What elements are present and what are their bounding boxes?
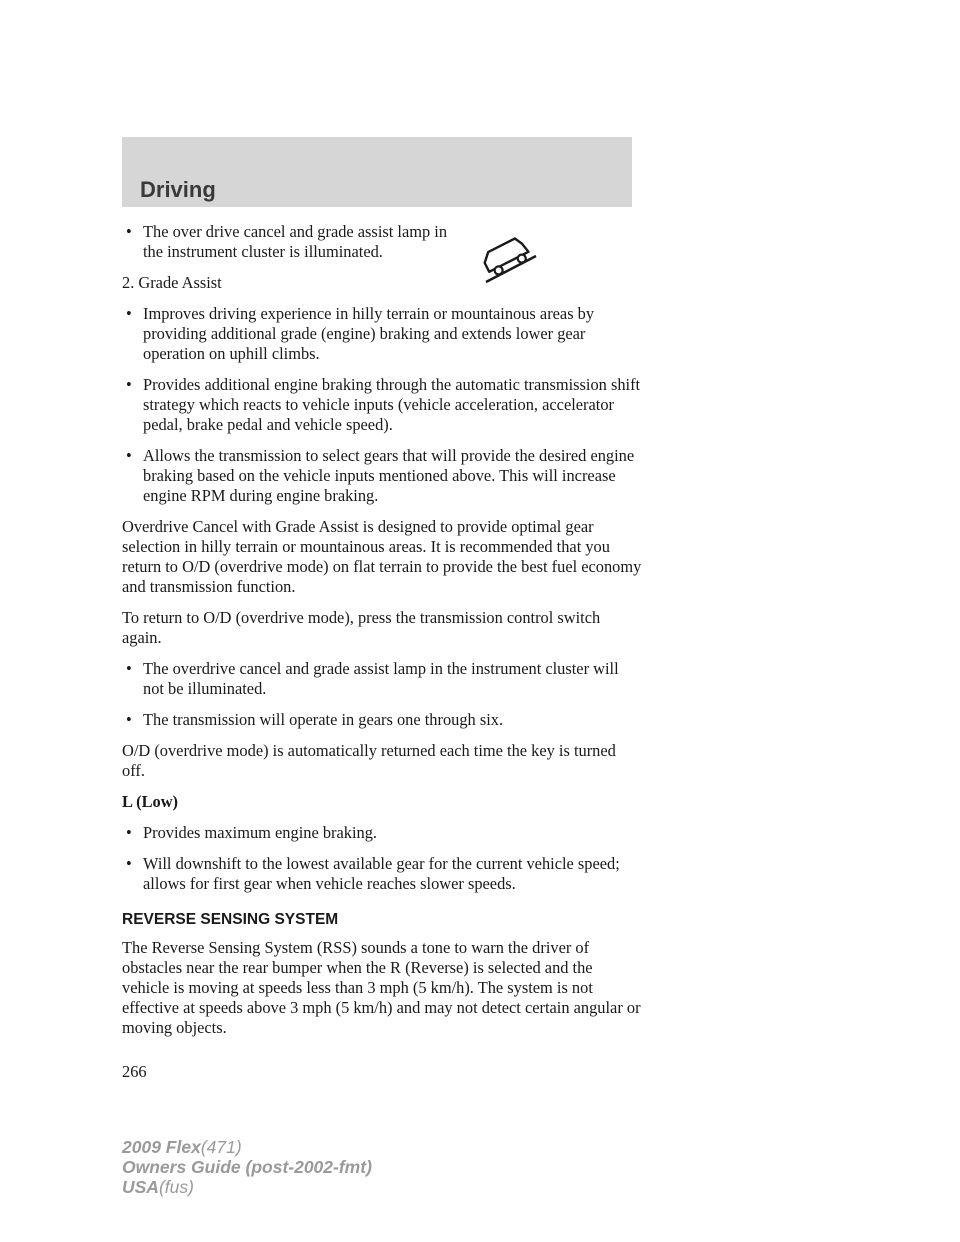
- footer-line-2: [122, 1157, 372, 1177]
- list-item-text: The over drive cancel and grade assist lamp in the instrument cluster is illuminated.: [143, 222, 448, 261]
- page-content: [122, 222, 642, 1082]
- section-header-bar: [122, 137, 632, 207]
- footer-market-code: (fus): [158, 1177, 194, 1197]
- bullet-dot: •: [126, 446, 132, 465]
- reverse-sensing-heading: REVERSE SENSING SYSTEM: [122, 911, 339, 928]
- document-footer: [122, 1137, 372, 1197]
- bullet-dot: •: [126, 375, 132, 394]
- list-item-text: Provides additional engine braking through the automatic transmission shift strategy which reacts to vehicle inputs (vehicle acceleration, accelerator pedal, brake pedal and vehicle speed).: [143, 375, 641, 434]
- footer-market: USA: [122, 1177, 159, 1197]
- bullet-dot: •: [126, 222, 132, 241]
- bullet-dot: •: [126, 659, 132, 678]
- grade-assist-heading: 2. Grade Assist: [122, 273, 222, 292]
- reverse-sensing-paragraph: The Reverse Sensing System (RSS) sounds a tone to warn the driver of obstacles near the rear bumper when the R (Reverse) is selected and the vehicle is moving at speeds less than 3 mph (5 km/h). The system is not effective at speeds above 3 mph (5 km/h) and may not detect certain angular or moving objects.: [122, 938, 641, 1037]
- list-item: [122, 854, 642, 894]
- list-item-text: Provides maximum engine braking.: [143, 823, 377, 842]
- list-item: [122, 222, 463, 262]
- list-item: [122, 446, 642, 506]
- footer-model: 2009 Flex: [122, 1137, 201, 1157]
- low-gear-heading: L (Low): [122, 792, 179, 811]
- footer-line-3: [122, 1177, 372, 1197]
- list-item-text: Improves driving experience in hilly terrain or mountainous areas by providing additional grade (engine) braking and extends lower gear operation on uphill climbs.: [143, 304, 595, 363]
- list-item: [122, 710, 642, 730]
- list-item-text: The transmission will operate in gears one through six.: [143, 710, 504, 729]
- page-number: 266: [122, 1062, 147, 1081]
- list-item: [122, 304, 642, 364]
- list-item-text: The overdrive cancel and grade assist lamp in the instrument cluster will not be illuminated.: [143, 659, 619, 698]
- bullet-dot: •: [126, 823, 132, 842]
- bullet-dot: •: [126, 304, 132, 323]
- footer-line-1: [122, 1137, 372, 1157]
- list-item-text: Allows the transmission to select gears that will provide the desired engine braking based on the vehicle inputs mentioned above. This will increase engine RPM during engine braking.: [143, 446, 635, 505]
- section-title: Driving: [140, 177, 216, 202]
- bullet-dot: •: [126, 710, 132, 729]
- list-item: [122, 659, 642, 699]
- list-item-text: Will downshift to the lowest available gear for the current vehicle speed; allows for first gear when vehicle reaches slower speeds.: [143, 854, 620, 893]
- footer-model-code: (471): [200, 1137, 242, 1157]
- auto-return-paragraph: O/D (overdrive mode) is automatically returned each time the key is turned off.: [122, 741, 616, 780]
- overdrive-cancel-paragraph: Overdrive Cancel with Grade Assist is designed to provide optimal gear selection in hilly terrain or mountainous areas. It is recommended that you return to O/D (overdrive mode) on flat terrain to provide the best fuel economy and transmission function.: [122, 517, 642, 596]
- footer-guide: Owners Guide (post-2002-fmt): [122, 1157, 372, 1177]
- return-paragraph: To return to O/D (overdrive mode), press the transmission control switch again.: [122, 608, 601, 647]
- list-item: [122, 375, 642, 435]
- list-item: [122, 823, 642, 843]
- bullet-dot: •: [126, 854, 132, 873]
